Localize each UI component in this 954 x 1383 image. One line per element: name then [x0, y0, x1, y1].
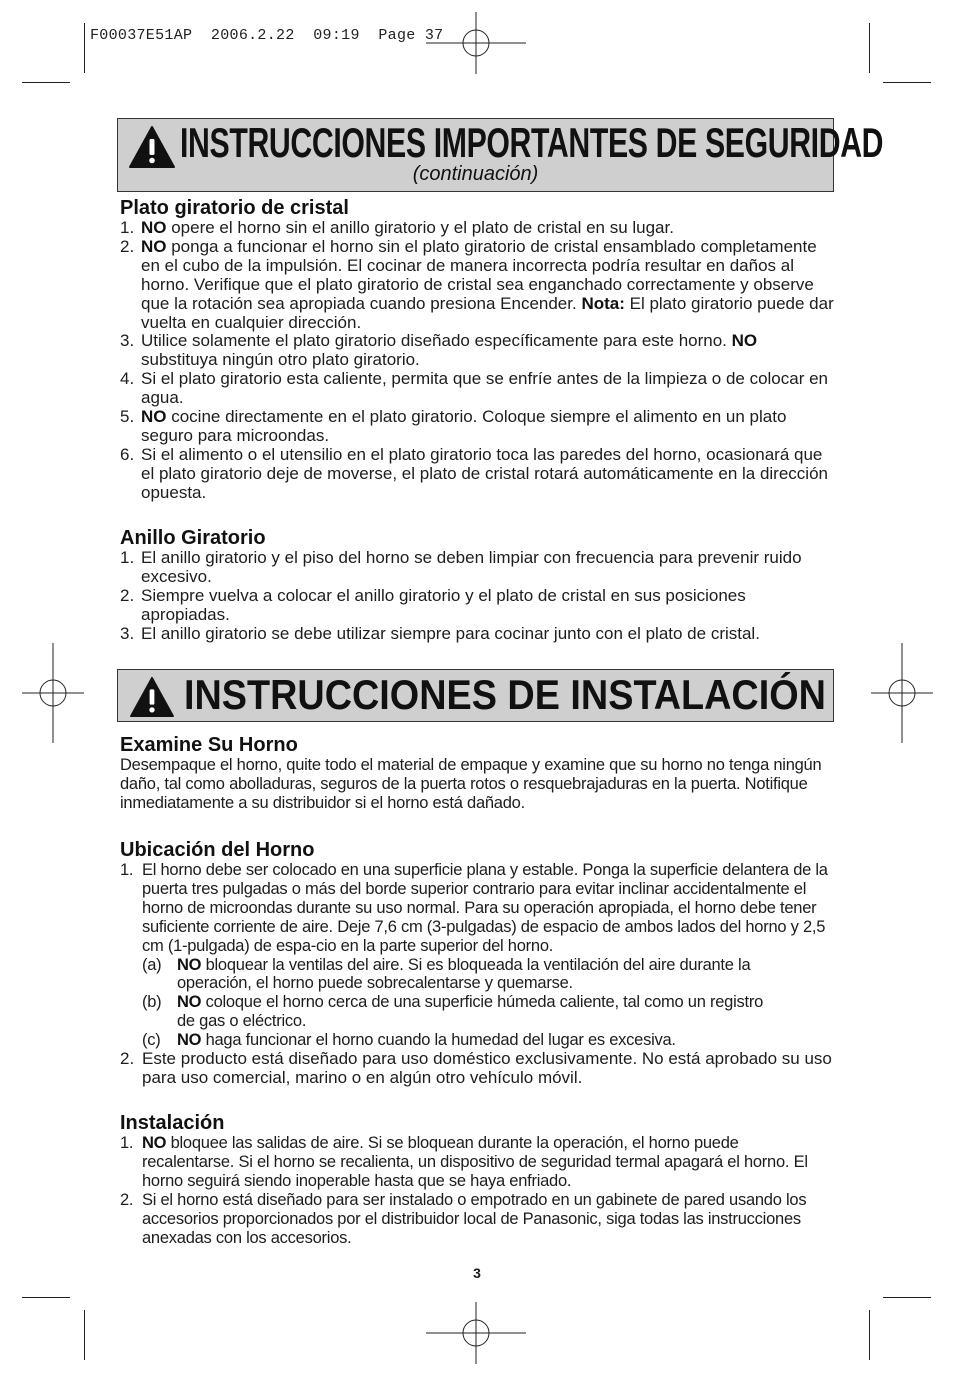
list-item	[120, 370, 835, 408]
item-text: Si el horno está diseñado para ser instalado o empotrado en un gabinete de pared usando los accesorios proporcionados por el distribuidor local de Panasonic, siga todas las instrucciones anexadas con los accesorios.	[142, 1190, 807, 1247]
keyword: NO	[731, 331, 758, 351]
list-item	[120, 1050, 835, 1088]
keyword: NO	[141, 218, 167, 237]
page-number: 3	[473, 1265, 481, 1281]
item-number: 3.	[120, 623, 135, 643]
list-item	[120, 332, 835, 370]
list-item	[120, 587, 835, 625]
item-number: 5.	[120, 407, 135, 427]
banner-title: INSTRUCCIONES DE INSTALACIÓN	[184, 671, 826, 718]
registration-mark-icon	[871, 643, 933, 743]
item-text: El plato giratorio puede dar vuelta en cualquier dirección.	[141, 293, 834, 332]
section-heading: Examine Su Horno	[120, 734, 298, 756]
section-instalacion	[120, 1112, 835, 1247]
keyword: NO	[177, 955, 202, 974]
item-number: 1.	[120, 218, 135, 237]
section-heading: Plato giratorio de cristal	[120, 197, 349, 219]
warning-triangle-icon	[128, 676, 176, 718]
item-text: El horno debe ser colocado en una superficie plana y estable. Ponga la superficie delantera de la puerta tres pulgadas o más del borde superior contrario para evitar inclinar accidentalmente el horno de microondas durante su uso normal. Para su operación apropiada, el horno debe tener suficiente corriente de aire. Deje 7,6 cm (3-pulgadas) de espacio de ambos lados del horno y 2,5 cm (1-pulgada) de espa-cio en la parte superior del horno.	[142, 861, 828, 955]
item-text: El anillo giratorio se debe utilizar siempre para cocinar junto con el plato de cristal.	[141, 623, 760, 643]
list-item	[120, 446, 835, 503]
item-text: substituya ningún otro plato giratorio.	[141, 350, 420, 370]
item-text: coloque el horno cerca de una superficie húmeda caliente, tal como un registro de gas o eléctrico.	[177, 993, 764, 1031]
list-item	[120, 408, 835, 446]
item-text: cocine directamente en el plato giratorio. Coloque siempre el alimento en un plato seguro para microondas.	[141, 407, 787, 445]
plato-list	[120, 219, 835, 503]
crop-mark	[883, 82, 931, 83]
sub-list-item	[142, 956, 782, 994]
ubicacion-list	[120, 861, 835, 1088]
item-text: Siempre vuelva a colocar el anillo giratorio y el plato de cristal en sus posiciones apropiadas.	[141, 585, 746, 624]
registration-mark-icon	[426, 1302, 526, 1364]
item-number: 2.	[120, 1190, 134, 1209]
list-item	[120, 219, 835, 238]
list-item	[120, 625, 835, 644]
keyword: NO	[141, 236, 167, 256]
section-heading: Ubicación del Horno	[120, 839, 315, 861]
item-letter: (c)	[142, 1031, 161, 1050]
keyword: Nota:	[581, 293, 625, 313]
instalacion-list	[120, 1134, 835, 1247]
crop-mark	[869, 1310, 870, 1360]
item-text: Si el plato giratorio esta caliente, permita que se enfríe antes de la limpieza o de colocar en agua.	[141, 369, 829, 408]
banner-title: INSTRUCCIONES IMPORTANTES DE SEGURIDAD	[180, 119, 884, 166]
sub-list-item	[142, 1031, 782, 1050]
registration-mark-icon	[426, 12, 526, 74]
anillo-list	[120, 549, 835, 644]
printer-slug: F00037E51AP 2006.2.22 09:19 Page 37	[90, 27, 444, 44]
crop-mark	[84, 23, 85, 73]
crop-mark	[883, 1297, 931, 1298]
list-item	[120, 238, 835, 333]
item-number: 1.	[120, 1134, 134, 1152]
keyword: NO	[177, 993, 202, 1012]
item-text: Si el alimento o el utensilio en el plato giratorio toca las paredes del horno, ocasionará que el plato giratorio deje de moverse, el plato de cristal rotará automáticamente en la dirección opuesta.	[141, 444, 828, 502]
list-item	[120, 861, 835, 1050]
crop-mark	[869, 23, 870, 73]
safety-banner	[117, 118, 884, 192]
keyword: NO	[177, 1031, 202, 1050]
section-ubicacion	[120, 839, 835, 1088]
item-text: haga funcionar el horno cuando la humedad del lugar es excesiva.	[201, 1031, 676, 1050]
item-text: Utilice solamente el plato giratorio diseñado específicamente para este horno.	[141, 331, 732, 351]
registration-mark-icon	[22, 643, 84, 743]
section-heading: Anillo Giratorio	[120, 527, 266, 549]
item-number: 6.	[120, 444, 135, 464]
item-text: opere el horno sin el anillo giratorio y el plato de cristal en su lugar.	[166, 218, 674, 237]
sub-list-item	[142, 993, 782, 1031]
keyword: NO	[142, 1134, 167, 1152]
item-number: 4.	[120, 369, 135, 389]
item-text: El anillo giratorio y el piso del horno se deben limpiar con frecuencia para prevenir ruido excesivo.	[141, 548, 802, 586]
item-number: 1.	[120, 861, 134, 879]
paragraph: Desempaque el horno, quite todo el material de empaque y examine que su horno no tenga ningún daño, tal como abolladuras, seguros de la puerta rotos o resquebrajaduras en la puerta. Notifique inmediatamente a su distribuidor si el horno está dañado.	[120, 756, 822, 812]
section-examine	[120, 734, 835, 813]
list-item	[120, 549, 835, 587]
item-text: Este producto está diseñado para uso doméstico exclusivamente. No está aprobado su uso para uso comercial, marino o en algún otro vehículo móvil.	[142, 1049, 832, 1087]
installation-banner	[117, 669, 834, 722]
item-text: bloquear la ventilas del aire. Si es bloqueada la ventilación del aire durante la operación, el horno puede sobrecalentarse y quemarse.	[177, 955, 751, 993]
banner-subtitle: (continuación)	[412, 163, 539, 185]
item-number: 2.	[120, 1049, 135, 1069]
sub-list	[142, 956, 782, 1051]
keyword: NO	[141, 407, 167, 427]
crop-mark	[22, 1297, 70, 1298]
list-item	[120, 1191, 835, 1248]
item-text: bloquee las salidas de aire. Si se bloquean durante la operación, el horno puede recalentarse. Si el horno se recalienta, un dispositivo de seguridad termal apagará el horno. El horno seguirá siendo inoperable hasta que se haya enfriado.	[142, 1134, 808, 1190]
item-letter: (a)	[142, 955, 162, 974]
item-number: 3.	[120, 331, 135, 351]
list-item	[120, 1134, 835, 1191]
crop-mark	[22, 82, 70, 83]
section-anillo-giratorio	[120, 527, 835, 644]
item-number: 2.	[120, 236, 135, 256]
item-letter: (b)	[142, 993, 162, 1012]
section-plato-giratorio	[120, 197, 835, 503]
section-heading: Instalación	[120, 1112, 225, 1134]
item-text: ponga a funcionar el horno sin el plato giratorio de cristal ensamblado completamente en el cubo de la impulsión. El cocinar de manera incorrecta podría resultar en daños al horno. Verifique que el plato giratorio de cristal sea enganchado correctamente y observe que la rotación sea apropiada cuando presiona Encender.	[141, 236, 817, 313]
item-number: 2.	[120, 585, 135, 605]
item-number: 1.	[120, 548, 135, 567]
crop-mark	[84, 1310, 85, 1360]
